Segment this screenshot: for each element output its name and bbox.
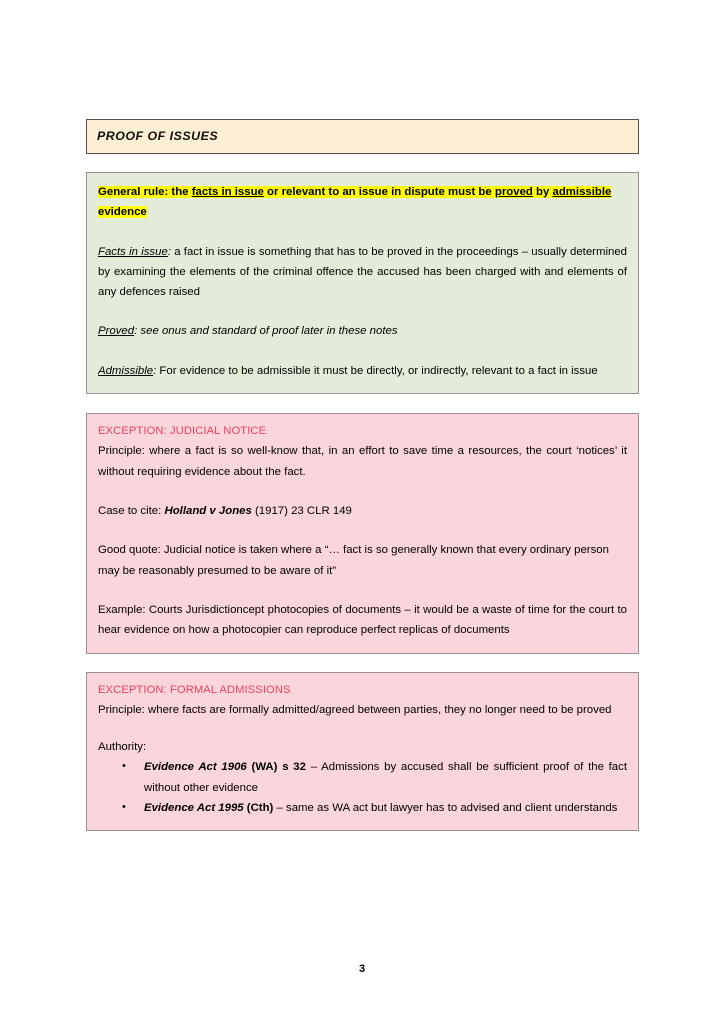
exception-formal-admissions-heading: EXCEPTION: FORMAL ADMISSIONS	[98, 683, 291, 696]
judicial-notice-example: Example: Courts Jurisdictioncept photocopies of documents – it would be a waste of time for the court to hear evidence on how a photocopier can reproduce perfect replicas of documents	[98, 603, 627, 637]
admissible-label: Admissible	[98, 364, 154, 377]
facts-in-issue-colon: :	[167, 245, 171, 258]
page-title: PROOF OF ISSUES	[97, 129, 219, 143]
facts-in-issue-body: a fact in issue is something that has to be proved in the proceedings – usually determined by examining the elements of the criminal offence the accused has been charged with and elements of any defences raised	[98, 245, 627, 299]
general-rule-lead: General rule: the	[98, 186, 192, 198]
authority-jurisdiction: (WA) s 32	[246, 761, 306, 774]
facts-in-issue-label: Facts in issue	[98, 245, 168, 258]
authority-act-name: Evidence Act 1995	[144, 802, 244, 815]
proved-body: see onus and standard of proof later in these notes	[137, 325, 398, 338]
general-rule-statement	[98, 182, 627, 223]
judicial-notice-principle: Principle: where a fact is so well-know that, in an effort to save time a resources, the court ‘notices’ it without requiring evidence about the fact.	[98, 445, 627, 478]
case-label: Case to cite:	[98, 505, 165, 518]
general-rule-mid-2: by	[532, 186, 553, 198]
case-name: Holland v Jones	[164, 505, 252, 518]
proved-label: Proved	[98, 325, 135, 338]
spacer	[98, 302, 627, 321]
formal-admissions-principle: Principle: where facts are formally admitted/agreed between parties, they no longer need to be proved	[98, 703, 612, 716]
spacer	[98, 720, 627, 737]
exception-judicial-notice-heading: EXCEPTION: JUDICIAL NOTICE	[98, 425, 267, 438]
exception-judicial-notice-box	[86, 413, 639, 653]
spacer	[98, 521, 627, 540]
general-rule-box	[86, 172, 639, 394]
general-rule-term-admissible: admissible	[552, 186, 612, 198]
proved-colon: :	[134, 325, 138, 338]
general-rule-term-facts-in-issue: facts in issue	[191, 186, 264, 198]
admissible-body: For evidence to be admissible it must be directly, or indirectly, relevant to a fact in issue	[156, 364, 598, 377]
formal-admissions-authority-label: Authority:	[98, 741, 147, 754]
general-rule-mid-1: or relevant to an issue in dispute must be	[263, 186, 495, 198]
page-number: 3	[358, 963, 366, 975]
admissible-colon: :	[153, 364, 157, 377]
list-item	[144, 757, 627, 798]
authority-description: – same as WA act but lawyer has to advised and client understands	[273, 802, 618, 815]
judicial-notice-case	[98, 501, 627, 521]
formal-admissions-authority-list	[98, 757, 627, 818]
spacer	[98, 482, 627, 501]
general-rule-term-proved: proved	[494, 186, 533, 198]
admissible-paragraph	[98, 361, 627, 381]
judicial-notice-good-quote: Good quote: Judicial notice is taken where a “… fact is so generally known that every ordinary person may be reasonably presumed to be aware of it”	[98, 544, 609, 577]
authority-description: – Admissions by accused shall be sufficient proof of the fact without other evidence	[144, 761, 627, 794]
page-content	[86, 119, 639, 831]
spacer	[98, 581, 627, 600]
section-title-box	[86, 119, 639, 154]
authority-jurisdiction: (Cth)	[243, 802, 274, 815]
facts-in-issue-paragraph	[98, 242, 627, 303]
general-rule-tail: evidence	[98, 206, 147, 219]
list-item	[144, 798, 627, 818]
exception-formal-admissions-box	[86, 672, 639, 832]
spacer	[98, 342, 627, 361]
spacer	[98, 223, 627, 242]
proved-paragraph	[98, 321, 627, 341]
case-citation: (1917) 23 CLR 149	[251, 505, 352, 518]
authority-act-name: Evidence Act 1906	[144, 761, 247, 774]
